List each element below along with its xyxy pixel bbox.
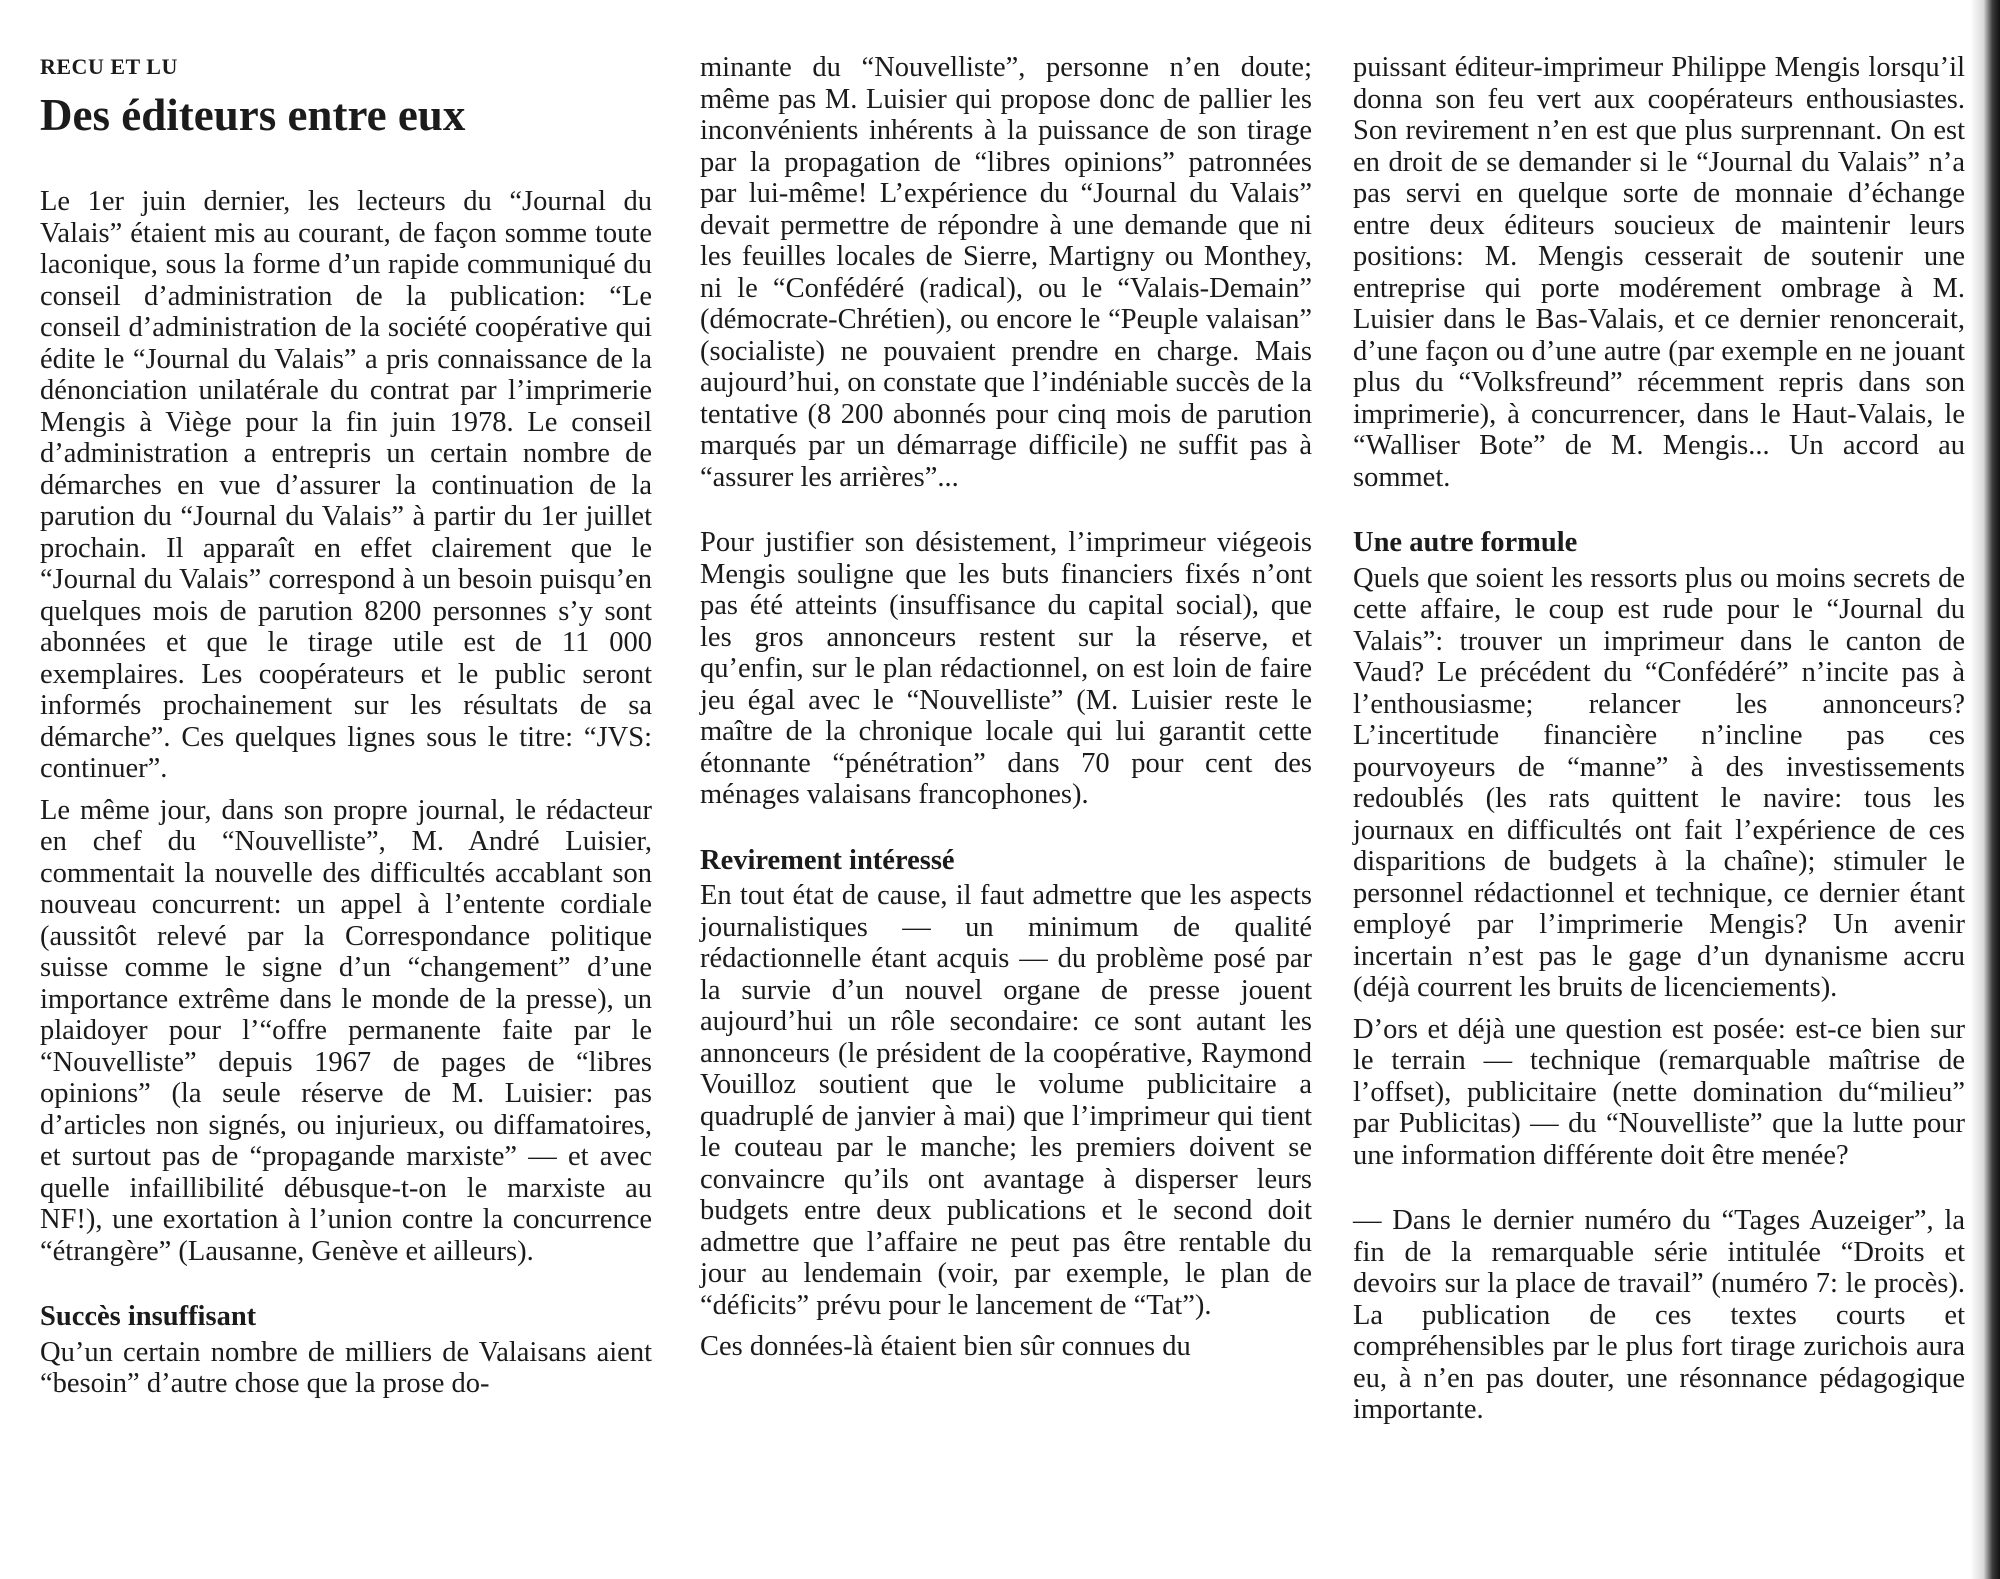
paragraph: Le 1er juin dernier, les lecteurs du “Journal du Valais” étaient mis au courant, de façon somme toute laconique, sous la forme d’un rapide communiqué du conseil d’administration de la publication: “Le conseil d’administration de la société coopérative qui édite le “Journal du Valais” a pris connaissance de la dénonciation unilatérale du contrat par l’imprimerie Mengis à Viège pour la fin juin 1978. Le conseil d’administration a entrepris un certain nombre de démarches en vue d’assurer la continuation de la parution du “Journal du Valais” à partir du 1er juillet prochain. Il apparaît en effet clairement que le “Journal du Valais” correspond à un besoin puisqu’en quelques mois de parution 8200 personnes s’y sont abonnées et que le tirage utile est de 11 000 exemplaires. Les coopérateurs et le public seront informés prochainement sur les résultats de sa démarche”. Ces quelques lignes sous le titre: “JVS: continuer”. bbox=[40, 186, 652, 784]
paragraph: Pour justifier son désistement, l’imprimeur viégeois Mengis souligne que les buts financiers fixés n’ont pas été atteints (insuffisance du capital social), que les gros annonceurs restent sur la réserve, et qu’enfin, sur le plan rédactionnel, on est loin de faire jeu égal avec le “Nouvelliste” (M. Luisier reste le maître de la chronique locale qui lui garantit cette étonnante “pénétration” dans 70 pour cent des ménages valaisans francophones). bbox=[700, 527, 1312, 810]
paragraph: En tout état de cause, il faut admettre que les aspects journalistiques — un minimum de qualité rédactionnelle étant acquis — du problème posé par la survie d’un nouvel organe de presse jouent aujourd’hui un rôle secondaire: ce sont autant les annonceurs (le président de la coopérative, Raymond Vouilloz soutient que le volume publicitaire a quadruplé de janvier à mai) que l’imprimeur qui tient le couteau par le manche; les premiers doivent se convaincre qu’ils ont avantage à disperser leurs budgets entre deux publications et le second doit admettre que l’affaire ne peut pas être rentable du jour au lendemain (voir, par exemple, le plan de “déficits” prévu pour le lancement de “Tat”). bbox=[700, 880, 1312, 1321]
subheading: Succès insuffisant bbox=[40, 1301, 257, 1332]
paragraph: minante du “Nouvelliste”, personne n’en doute; même pas M. Luisier qui propose donc de pallier les inconvénients inhérents à la puissance de son tirage par la propagation de “libres opinions” patronnées par lui-même! L’expérience du “Journal du Valais” devait permettre de répondre à une demande que ni les feuilles locales de Sierre, Martigny ou Monthey, ni le “Confédéré (radical), ou le “Valais-Demain” (démocrate-Chrétien), ou encore le “Peuple valaisan” (socialiste) ne pouvaient prendre en charge. Mais aujourd’hui, on constate que l’indéniable succès de la tentative (8 200 abonnés pour cinq mois de parution marqués par un démarrage difficile) ne suffit pas à “assurer les arrières”... bbox=[700, 52, 1312, 493]
paragraph: D’ors et déjà une question est posée: est-ce bien sur le terrain — technique (remarquable maîtrise de l’offset), publicitaire (nette domination du“milieu” par Publicitas) — du “Nouvelliste” que la lutte pour une information différente doit être menée? bbox=[1353, 1013, 1965, 1171]
paragraph: — Dans le dernier numéro du “Tages Auzeiger”, la fin de la remarquable série intitulée “Droits et devoirs sur la place de travail” (numéro 7: le procès). La publication de ces textes courts et compréhensibles par le plus fort tirage zurichois aura eu, à n’en pas douter, une résonnance pédagogique importante. bbox=[1353, 1205, 1965, 1425]
paragraph: Qu’un certain nombre de milliers de Valaisans aient “besoin” d’autre chose que la prose do- bbox=[40, 1336, 652, 1399]
page-binding-edge bbox=[1970, 0, 2000, 1579]
paragraph: Ces données-là étaient bien sûr connues du bbox=[700, 1331, 1191, 1362]
paragraph: Le même jour, dans son propre journal, le rédacteur en chef du “Nouvelliste”, M. André Luisier, commentait la nouvelle des difficultés accablant son nouveau concurrent: un appel à l’entente cordiale (aussitôt relevé par la Correspondance politique suisse comme le signe d’un “changement” d’une importance extrême dans le monde de la presse), un plaidoyer pour l’“offre permanente faite par le “Nouvelliste” depuis 1967 de pages de “libres opinions” (la seule réserve de M. Luisier: pas d’articles non signés, ou injurieux, ou diffamatoires, et surtout pas de “propagande marxiste” — et avec quelle infaillibilité débusque-t-on le marxiste au NF!), une exortation à l’union contre la concurrence “étrangère” (Lausanne, Genève et ailleurs). bbox=[40, 794, 652, 1267]
paragraph: Quels que soient les ressorts plus ou moins secrets de cette affaire, le coup est rude pour le “Journal du Valais”: trouver un imprimeur dans le canton de Vaud? Le précédent du “Confédéré” n’incite pas à l’enthousiasme; relancer les annonceurs? L’incertitude financière n’incline pas ces pourvoyeurs de “manne” à des investissements redoublés (les rats quittent le navire: tous les journaux en difficultés ont fait l’expérience de ces disparitions de budgets à la chaîne); stimuler le personnel rédactionnel et technique, ce dernier étant employé par l’imprimerie Mengis? Un avenir incertain n’est pas le gage d’un dynanisme accru (déjà courrent les bruits de licenciements). bbox=[1353, 562, 1965, 1003]
subheading: Une autre formule bbox=[1353, 527, 1578, 558]
subheading: Revirement intéressé bbox=[700, 844, 955, 876]
section-kicker: RECU ET LU bbox=[40, 54, 178, 79]
paragraph: puissant éditeur-imprimeur Philippe Mengis lorsqu’il donna son feu vert aux coopérateurs enthousiastes. Son revirement n’en est que plus surprennant. On est en droit de se demander si le “Journal du Valais” n’a pas servi en quelque sorte de monnaie d’échange entre deux éditeurs soucieux de maintenir leurs positions: M. Mengis cesserait de soutenir une entreprise qui porte modérement ombrage à M. Luisier dans le Bas-Valais, et ce dernier renoncerait, d’une façon ou d’une autre (par exemple en ne jouant plus du “Volksfreund” récemment repris dans son imprimerie), à concurrencer, dans le Haut-Valais, le “Walliser Bote” de M. Mengis... Un accord au sommet. bbox=[1353, 52, 1965, 493]
article-headline: Des éditeurs entre eux bbox=[40, 90, 466, 140]
